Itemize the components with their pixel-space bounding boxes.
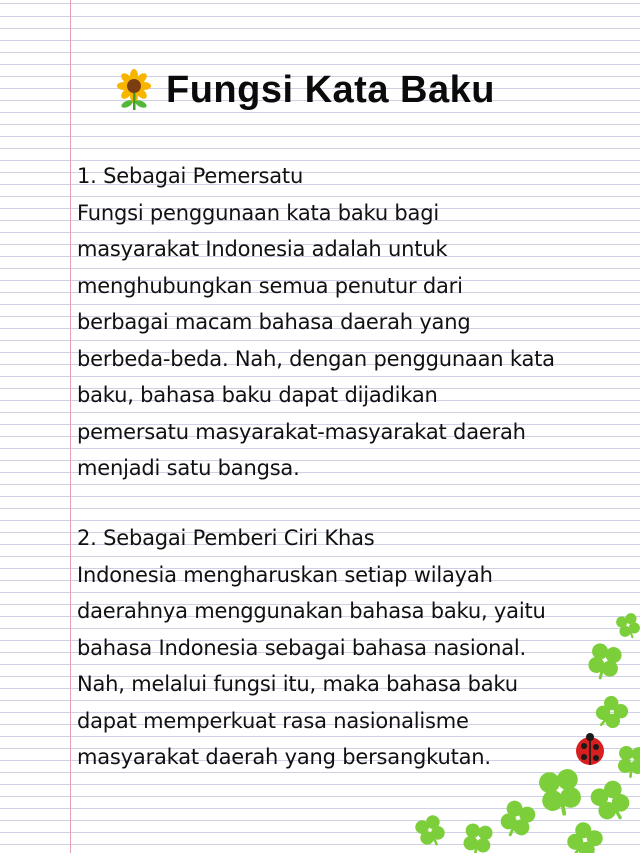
paragraph-line: berbeda-beda. Nah, dengan penggunaan kata (77, 346, 555, 371)
paragraph-line: Fungsi penggunaan kata baku bagi (77, 200, 439, 225)
four-leaf-clover-icon (496, 798, 538, 842)
paragraph-line: Nah, melalui fungsi itu, maka bahasa baku (77, 672, 518, 696)
section-pemersatu (77, 158, 632, 487)
four-leaf-clover-icon (413, 813, 449, 851)
paragraph-line: menghubungkan semua penutur dari (77, 273, 463, 298)
section-heading: 2. Sebagai Pemberi Ciri Khas (77, 526, 375, 550)
four-leaf-clover-icon (462, 822, 494, 853)
sunflower-icon (112, 68, 156, 112)
section-ciri-khas (77, 520, 632, 776)
four-leaf-clover-icon (561, 819, 606, 853)
paragraph-line: Indonesia mengharuskan setiap wilayah (77, 562, 493, 587)
paragraph-line: masyarakat Indonesia adalah untuk (77, 237, 448, 261)
four-leaf-clover-icon (587, 777, 635, 827)
section-heading: 1. Sebagai Pemersatu (77, 164, 304, 188)
paragraph-line: daerahnya menggunakan bahasa baku, yaitu (77, 599, 546, 623)
paragraph-line: baku, bahasa baku dapat dijadikan (77, 383, 438, 407)
paragraph-line: pemersatu masyarakat-masyarakat daerah (77, 419, 526, 444)
notebook-margin-line (70, 0, 71, 853)
paragraph-line: bahasa Indonesia sebagai bahasa nasional. (77, 635, 527, 660)
paragraph-line: dapat memperkuat rasa nasionalisme (77, 708, 469, 733)
paragraph-line: masyarakat daerah yang bersangkutan. (77, 745, 491, 769)
page-title-text: Fungsi Kata Baku (166, 68, 495, 111)
paragraph-line: menjadi satu bangsa. (77, 456, 300, 480)
paragraph-line: berbagai macam bahasa daerah yang (77, 310, 471, 334)
page-title (112, 60, 495, 120)
